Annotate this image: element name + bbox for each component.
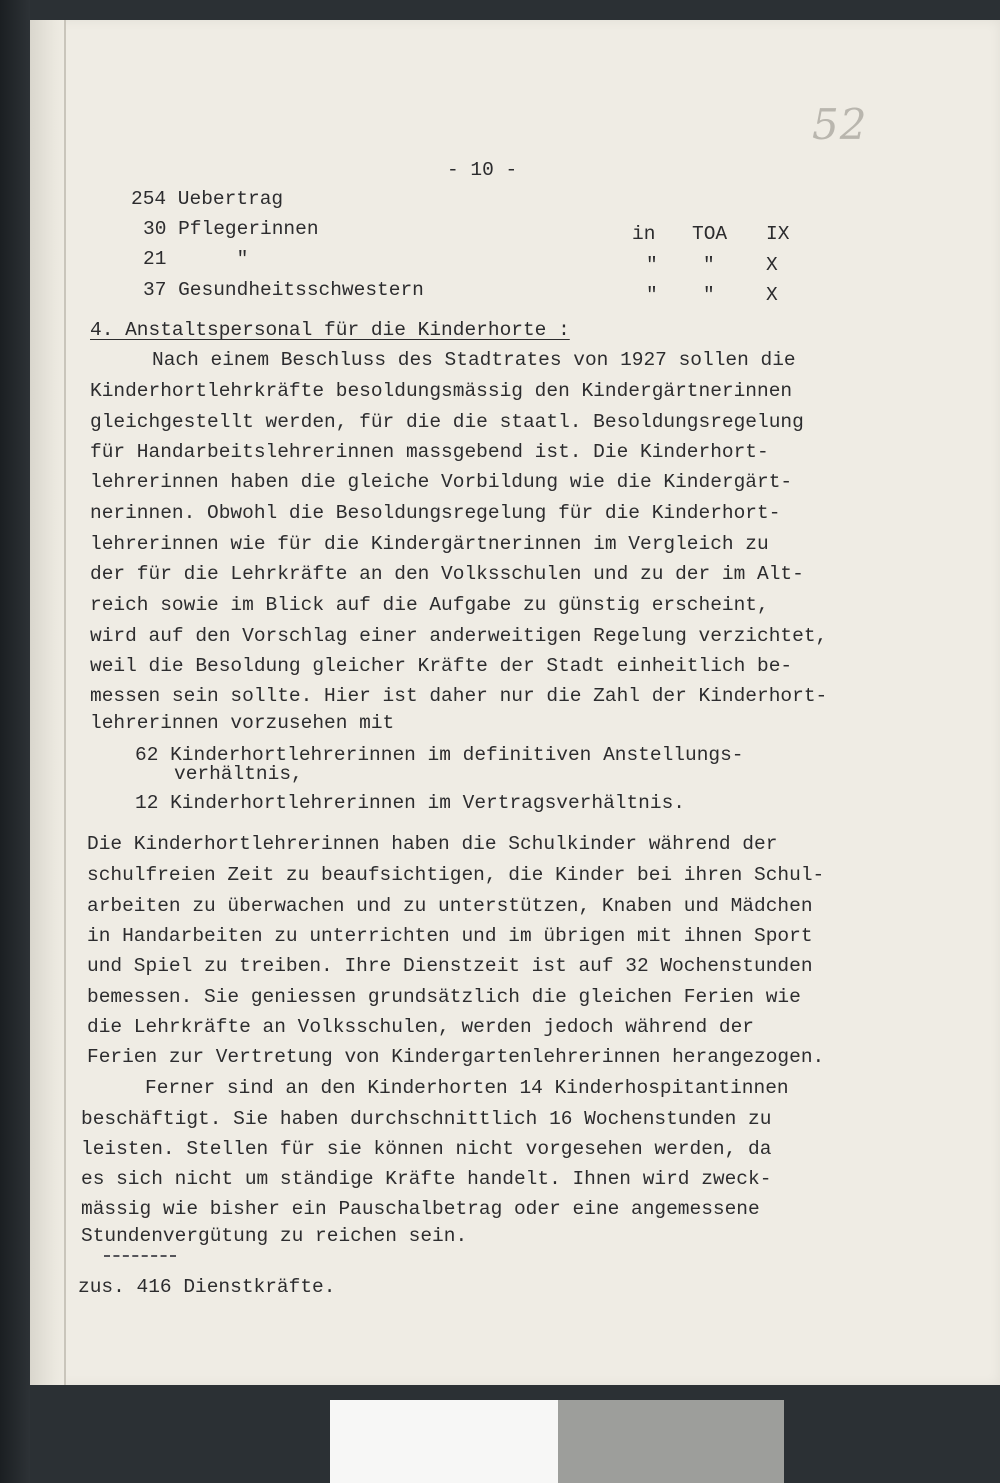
paragraph-line: für Handarbeitslehrerinnen massgebend ist. Die Kinderhort- [90, 441, 769, 463]
separator-dashes [104, 1255, 176, 1257]
paragraph-line: lehrerinnen wie für die Kindergärtnerinnen im Vergleich zu [90, 533, 769, 555]
staff-row-label: 21 " [143, 248, 249, 270]
paragraph-line: in Handarbeiten zu unterrichten und im übrigen mit ihnen Sport [87, 925, 813, 947]
staff-row-col-in: in [632, 223, 656, 245]
page-binding-shadow [30, 20, 66, 1385]
staff-row-col-in: " [646, 254, 658, 276]
staff-row-col-toa: TOA [692, 223, 728, 245]
paragraph-line: bemessen. Sie geniessen grundsätzlich die gleichen Ferien wie [87, 986, 801, 1008]
page-number: - 10 - [447, 159, 518, 181]
paragraph-line: Stundenvergütung zu reichen sein. [81, 1225, 468, 1247]
paragraph-line: Die Kinderhortlehrerinnen haben die Schulkinder während der [87, 833, 778, 855]
paragraph-line: reich sowie im Blick auf die Aufgabe zu günstig erscheint, [90, 594, 769, 616]
paragraph-line: leisten. Stellen für sie können nicht vorgesehen werden, da [81, 1138, 772, 1160]
paragraph-line: mässig wie bisher ein Pauschalbetrag oder eine angemessene [81, 1198, 760, 1220]
page-fold-line [64, 20, 66, 1385]
paragraph-line: Kinderhortlehrkräfte besoldungsmässig den Kindergärtnerinnen [90, 380, 793, 402]
paragraph-line: messen sein sollte. Hier ist daher nur die Zahl der Kinderhort- [90, 685, 828, 707]
handwritten-page-number: 52 [812, 100, 868, 149]
paragraph-line: lehrerinnen vorzusehen mit [90, 712, 395, 734]
staff-row-col-toa: " [703, 254, 715, 276]
staff-row-col-grade: X [766, 254, 778, 276]
staff-row-label: 37 Gesundheitsschwestern [143, 279, 424, 301]
staff-row-carryover: 254 Uebertrag [131, 188, 284, 210]
list-item: 12 Kinderhortlehrerinnen im Vertragsverhältnis. [135, 792, 685, 814]
scan-background-edge [0, 0, 30, 1483]
paragraph-line: nerinnen. Obwohl die Besoldungsregelung für die Kinderhort- [90, 502, 781, 524]
paragraph-line: die Lehrkräfte an Volksschulen, werden jedoch während der [87, 1016, 755, 1038]
paragraph-line: Ferner sind an den Kinderhorten 14 Kinderhospitantinnen [145, 1077, 789, 1099]
scan-calibration-strip-gray [558, 1400, 784, 1483]
paragraph-line: wird auf den Vorschlag einer anderweitigen Regelung verzichtet, [90, 625, 828, 647]
paragraph-line: beschäftigt. Sie haben durchschnittlich 16 Wochenstunden zu [81, 1108, 772, 1130]
paragraph-line: Nach einem Beschluss des Stadtrates von 1927 sollen die [152, 349, 796, 371]
paragraph-line: schulfreien Zeit zu beaufsichtigen, die Kinder bei ihren Schul- [87, 864, 825, 886]
paragraph-line: es sich nicht um ständige Kräfte handelt. Ihnen wird zweck- [81, 1168, 772, 1190]
paragraph-line: und Spiel zu treiben. Ihre Dienstzeit ist auf 32 Wochenstunden [87, 955, 813, 977]
paragraph-line: lehrerinnen haben die gleiche Vorbildung wie die Kindergärt- [90, 471, 793, 493]
section-heading: 4. Anstaltspersonal für die Kinderhorte : [90, 319, 570, 341]
staff-row-col-grade: IX [766, 223, 790, 245]
staff-row-col-toa: " [703, 284, 715, 306]
paragraph-line: arbeiten zu überwachen und zu unterstützen, Knaben und Mädchen [87, 895, 813, 917]
staff-row-label: 30 Pflegerinnen [143, 218, 319, 240]
scan-calibration-strip-white [330, 1400, 558, 1483]
staff-row-col-in: " [646, 284, 658, 306]
paragraph-line: der für die Lehrkräfte an den Volksschulen und zu der im Alt- [90, 563, 804, 585]
paragraph-line: gleichgestellt werden, für die die staatl. Besoldungsregelung [90, 411, 804, 433]
paragraph-line: weil die Besoldung gleicher Kräfte der Stadt einheitlich be- [90, 655, 793, 677]
list-item-continuation: verhältnis, [174, 763, 303, 785]
total-line: zus. 416 Dienstkräfte. [78, 1276, 336, 1298]
paragraph-line: Ferien zur Vertretung von Kindergartenlehrerinnen herangezogen. [87, 1046, 825, 1068]
list-item: 62 Kinderhortlehrerinnen im definitiven Anstellungs- [135, 744, 744, 766]
staff-row-col-grade: X [766, 284, 778, 306]
